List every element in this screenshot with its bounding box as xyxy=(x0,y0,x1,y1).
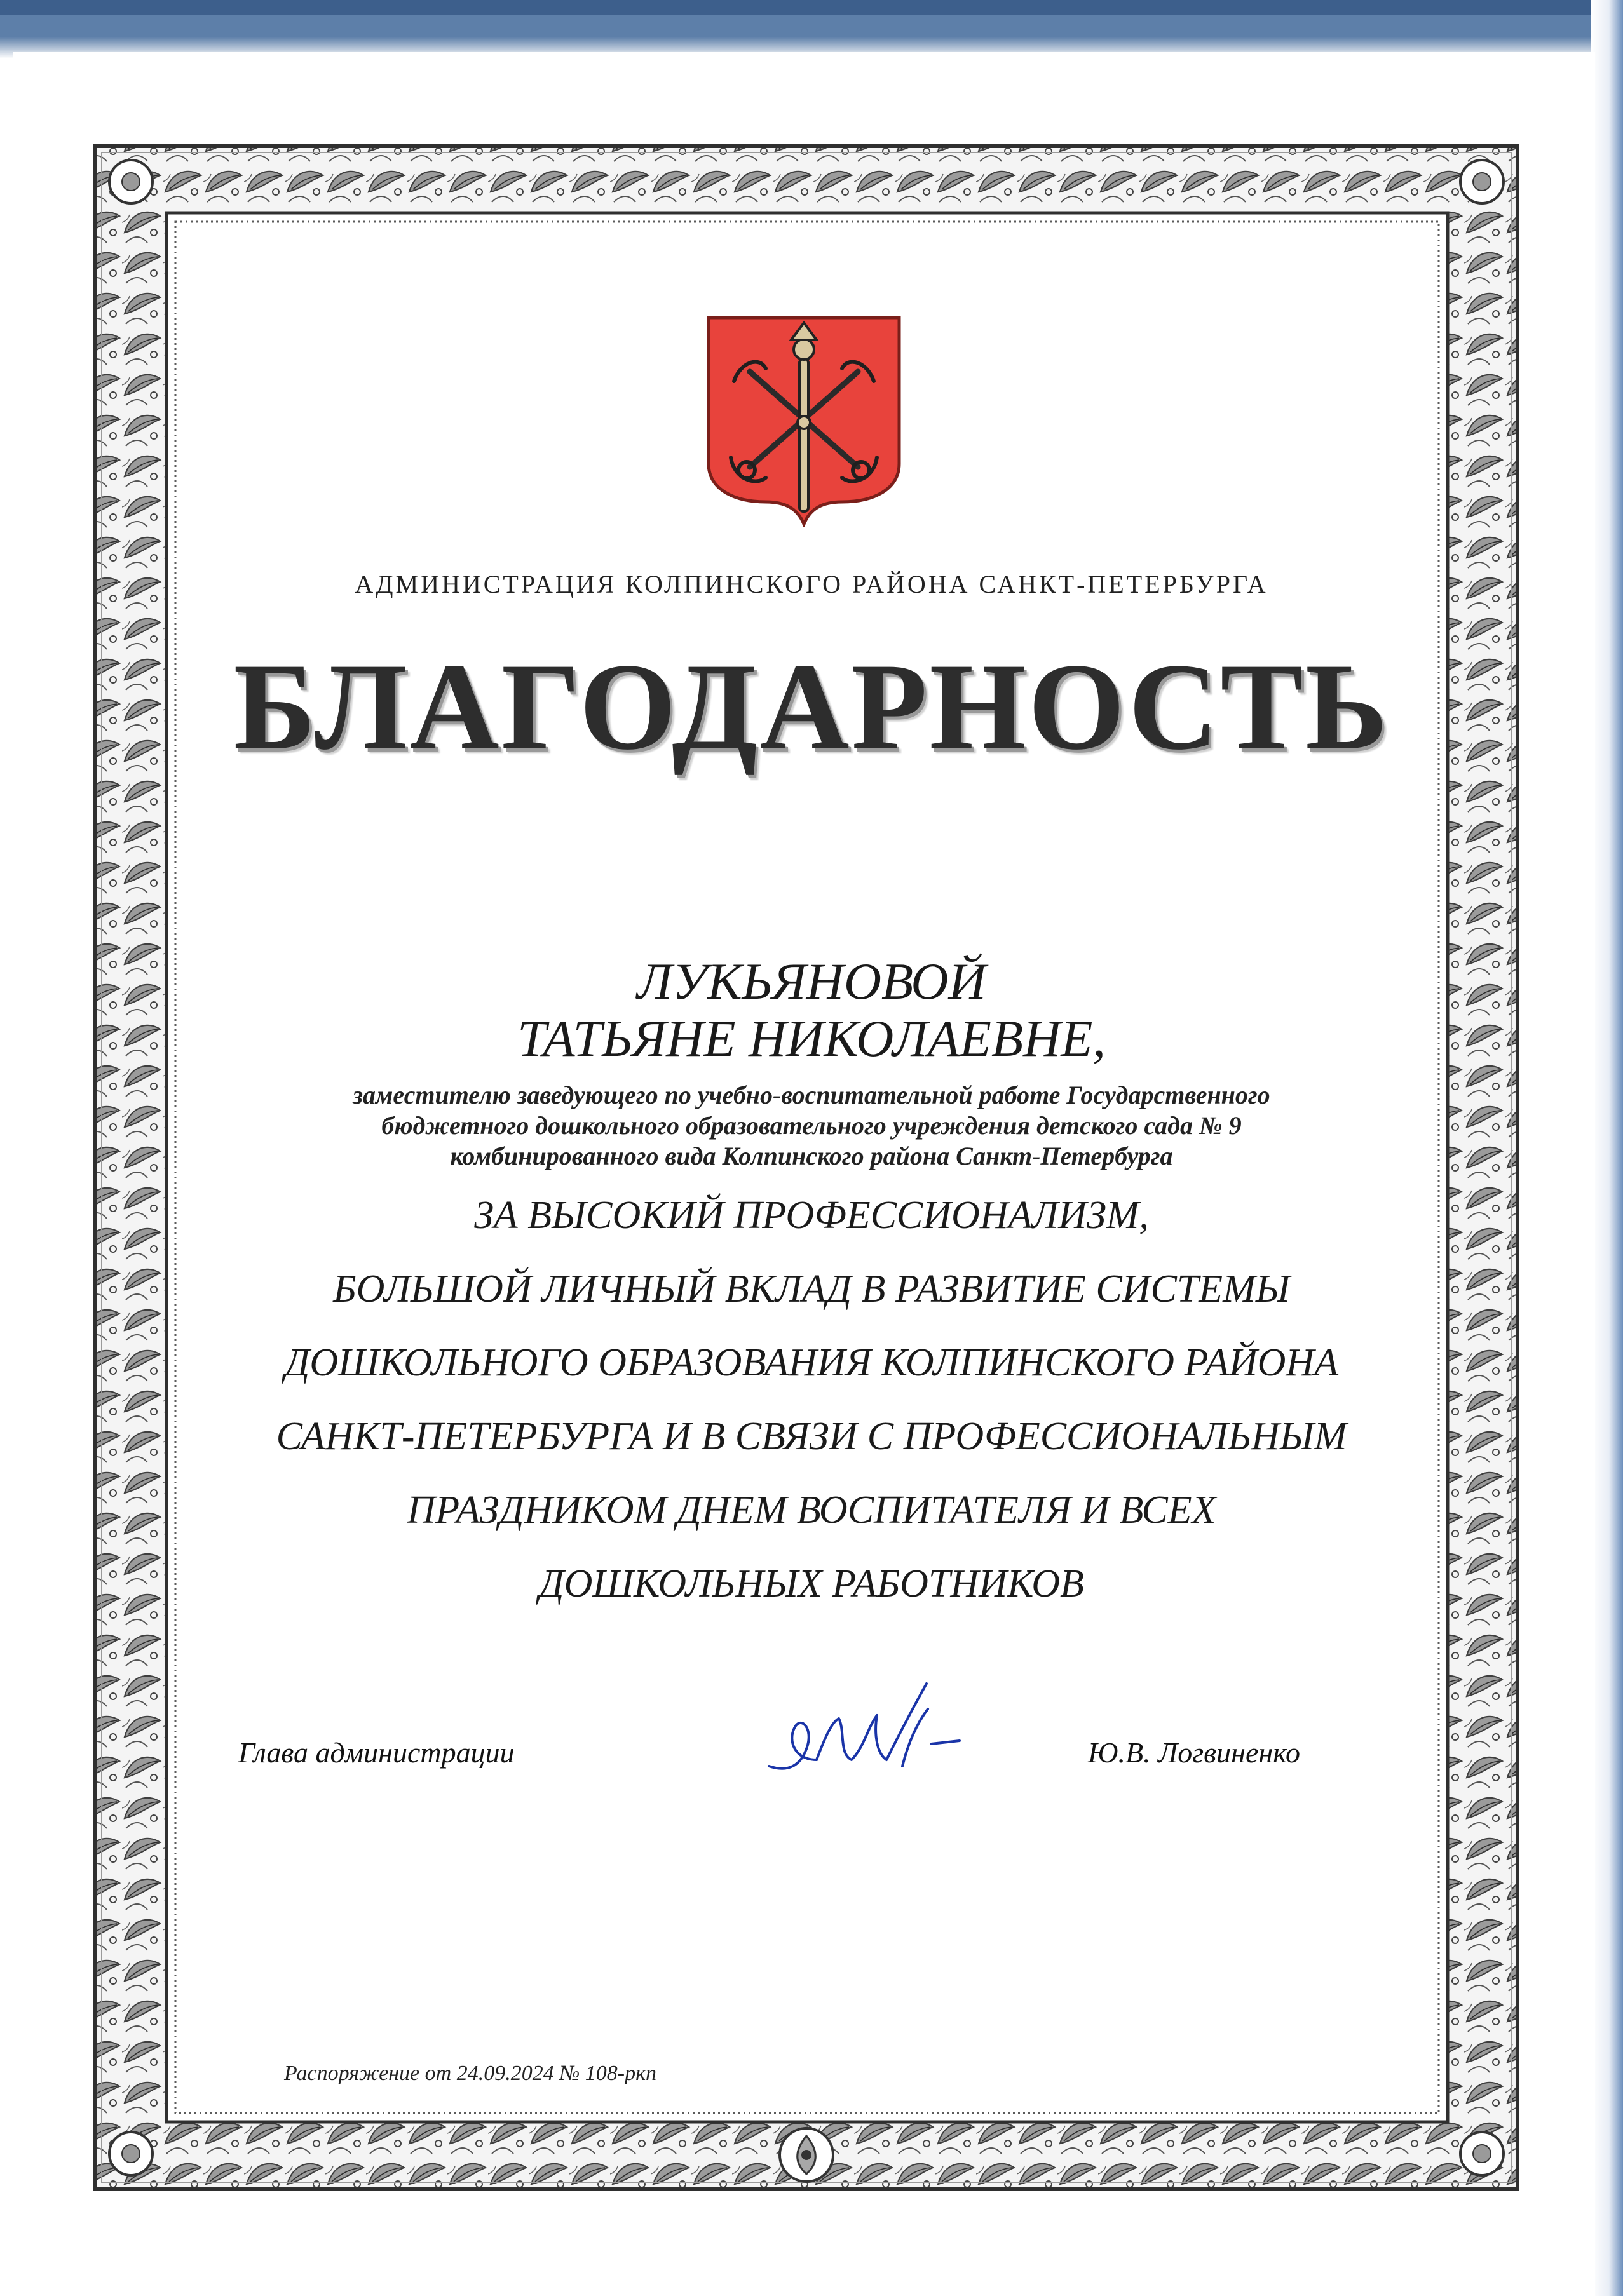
decree-reference: Распоряжение от 24.09.2024 № 108-ркп xyxy=(284,2062,656,2085)
reason-line: БОЛЬШОЙ ЛИЧНЫЙ ВКЛАД В РАЗВИТИЕ СИСТЕМЫ xyxy=(333,1267,1290,1311)
position-line: заместителю заведующего по учебно-воспитательной работе Государственного xyxy=(353,1081,1270,1109)
recipient-given-names: ТАТЬЯНЕ НИКОЛАЕВНЕ, xyxy=(517,1010,1106,1067)
bottom-medallion-ornament xyxy=(780,2128,833,2182)
reason-line: САНКТ-ПЕТЕРБУРГА И В СВЯЗИ С ПРОФЕССИОНАЛЬНЫМ xyxy=(276,1415,1347,1458)
position-line: комбинированного вида Колпинского района Санкт-Петербурга xyxy=(450,1142,1173,1170)
signature-icon xyxy=(756,1671,985,1798)
coat-of-arms-icon xyxy=(696,311,912,527)
signatory-label: Глава администрации xyxy=(238,1736,515,1769)
award-reason xyxy=(0,1178,1623,1621)
document-title: БЛАГОДАРНОСТЬ xyxy=(233,638,1390,776)
reason-line: ДОШКОЛЬНОГО ОБРАЗОВАНИЯ КОЛПИНСКОГО РАЙОНА xyxy=(284,1341,1339,1384)
reason-line: ДОШКОЛЬНЫХ РАБОТНИКОВ xyxy=(539,1562,1084,1605)
reason-line: ЗА ВЫСОКИЙ ПРОФЕССИОНАЛИЗМ, xyxy=(474,1194,1149,1237)
issuer-heading: АДМИНИСТРАЦИЯ КОЛПИНСКОГО РАЙОНА САНКТ-ПЕТЕРБУРГА xyxy=(355,570,1268,598)
recipient-name xyxy=(0,953,1623,1067)
position-line: бюджетного дошкольного образовательного учреждения детского сада № 9 xyxy=(381,1111,1242,1140)
recipient-surname: ЛУКЬЯНОВОЙ xyxy=(637,952,986,1010)
reason-line: ПРАЗДНИКОМ ДНЕМ ВОСПИТАТЕЛЯ И ВСЕХ xyxy=(407,1489,1216,1532)
recipient-position xyxy=(0,1080,1623,1172)
signatory-name: Ю.В. Логвиненко xyxy=(1088,1736,1300,1769)
